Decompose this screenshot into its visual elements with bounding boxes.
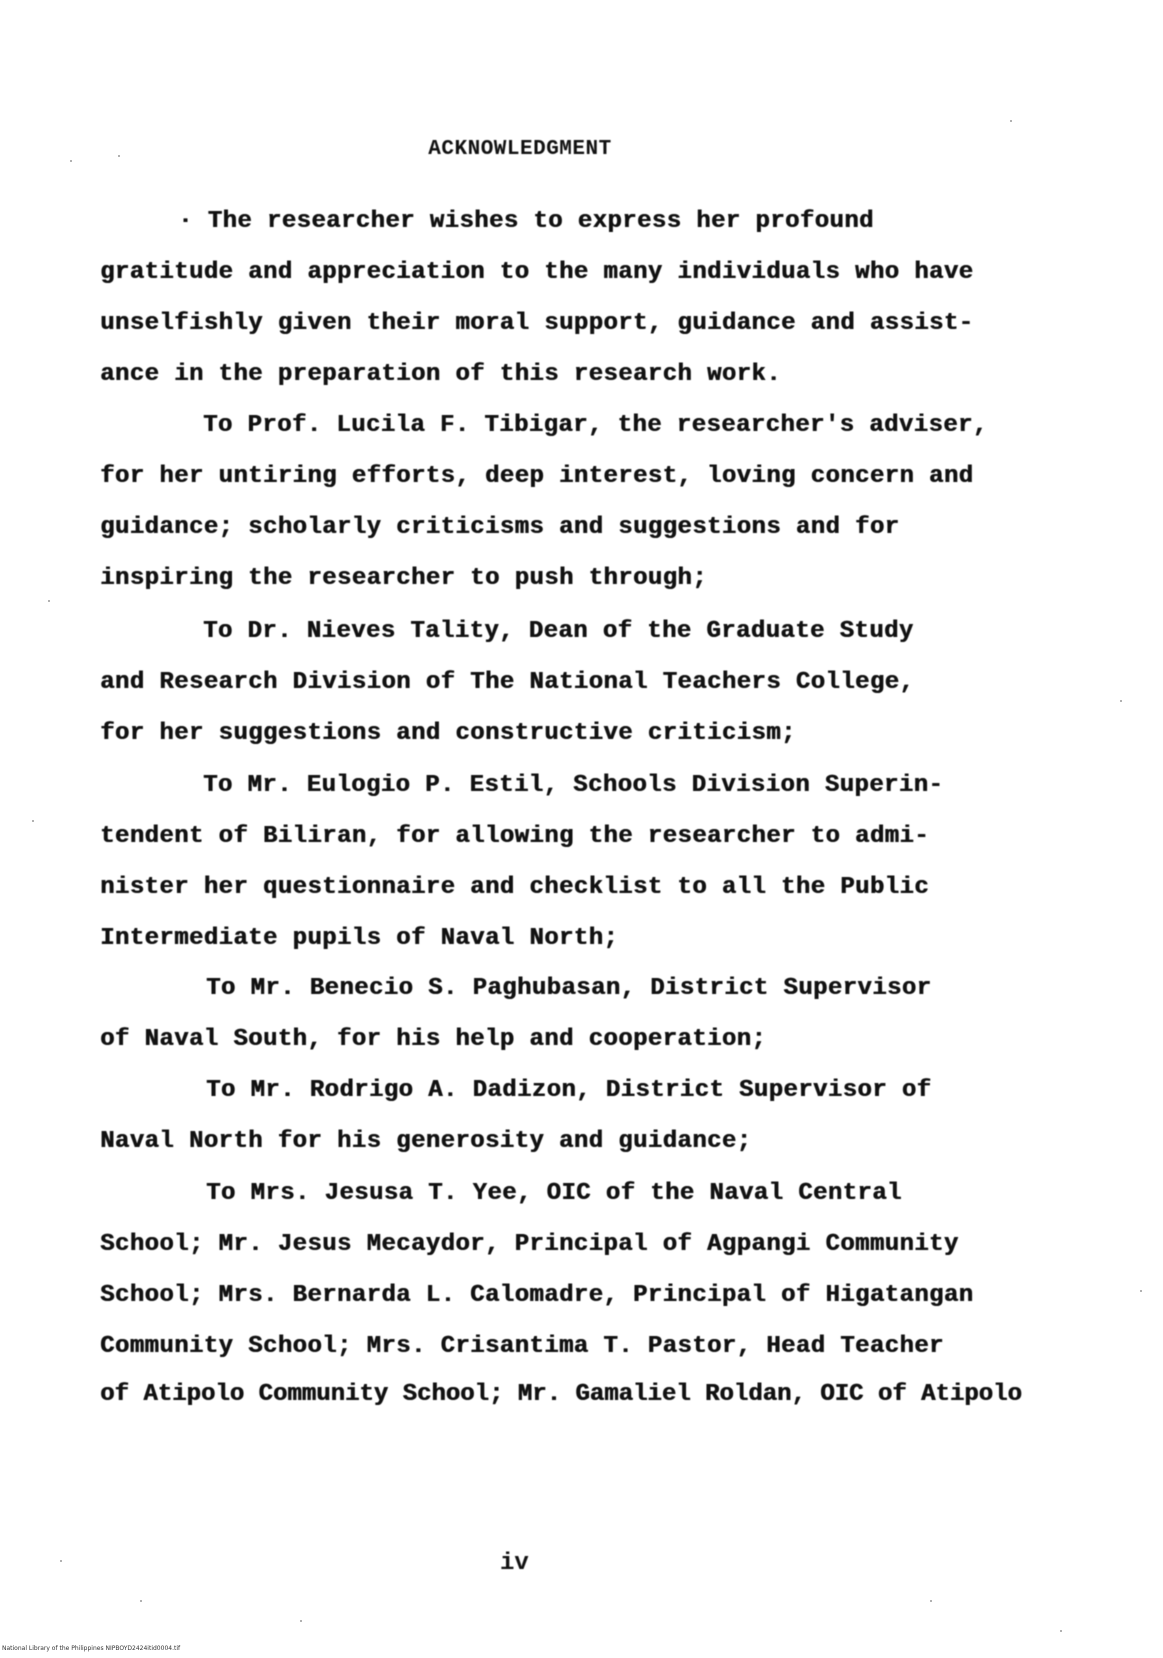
text-line: guidance; scholarly criticisms and suggestions and for (100, 514, 900, 541)
text-line: To Mrs. Jesusa T. Yee, OIC of the Naval Central (206, 1180, 902, 1207)
text-line: nister her questionnaire and checklist to all the Public (100, 874, 929, 901)
text-line: Naval North for his generosity and guidance; (100, 1128, 752, 1155)
text-line: Community School; Mrs. Crisantima T. Pastor, Head Teacher (100, 1333, 944, 1360)
scan-speck (1060, 1630, 1062, 1632)
scan-speck (1120, 700, 1122, 702)
text-line: unselfishly given their moral support, guidance and assist- (100, 310, 974, 337)
scan-speck (70, 160, 72, 162)
page-title: ACKNOWLEDGMENT (428, 138, 612, 161)
scan-speck (1010, 120, 1012, 122)
text-line: To Mr. Benecio S. Paghubasan, District Supervisor (206, 975, 932, 1002)
text-line: · The researcher wishes to express her profound (178, 208, 874, 235)
text-line: ance in the preparation of this research work. (100, 361, 781, 388)
text-line: To Prof. Lucila F. Tibigar, the researcher's adviser, (203, 412, 988, 439)
scan-speck (48, 600, 50, 602)
page-number: iv (500, 1550, 529, 1577)
text-line: To Mr. Eulogio P. Estil, Schools Division Superin- (203, 772, 944, 799)
text-line: gratitude and appreciation to the many individuals who have (100, 259, 974, 286)
scan-speck (60, 1560, 62, 1562)
scan-speck (1140, 1290, 1142, 1292)
text-line: Intermediate pupils of Naval North; (100, 925, 619, 952)
text-line: of Atipolo Community School; Mr. Gamaliel Roldan, OIC of Atipolo (100, 1381, 1022, 1408)
text-line: for her untiring efforts, deep interest, loving concern and (100, 463, 974, 490)
text-line: of Naval South, for his help and cooperation; (100, 1026, 767, 1053)
text-line: To Mr. Rodrigo A. Dadizon, District Supervisor of (206, 1077, 932, 1104)
scan-speck (140, 1600, 142, 1602)
scan-speck (118, 155, 120, 157)
text-line: To Dr. Nieves Tality, Dean of the Graduate Study (203, 618, 914, 645)
text-line: and Research Division of The National Teachers College, (100, 669, 915, 696)
scan-speck (300, 1620, 302, 1622)
text-line: for her suggestions and constructive criticism; (100, 720, 796, 747)
scan-speck (930, 1600, 932, 1602)
scan-speck (32, 820, 34, 822)
text-line: School; Mrs. Bernarda L. Calomadre, Principal of Higatangan (100, 1282, 974, 1309)
scan-footer: National Library of the Philippines NIPBOYD2424itid0004.tif (2, 1645, 181, 1652)
text-line: School; Mr. Jesus Mecaydor, Principal of Agpangi Community (100, 1231, 959, 1258)
text-line: inspiring the researcher to push through; (100, 565, 707, 592)
text-line: tendent of Biliran, for allowing the researcher to admi- (100, 823, 929, 850)
